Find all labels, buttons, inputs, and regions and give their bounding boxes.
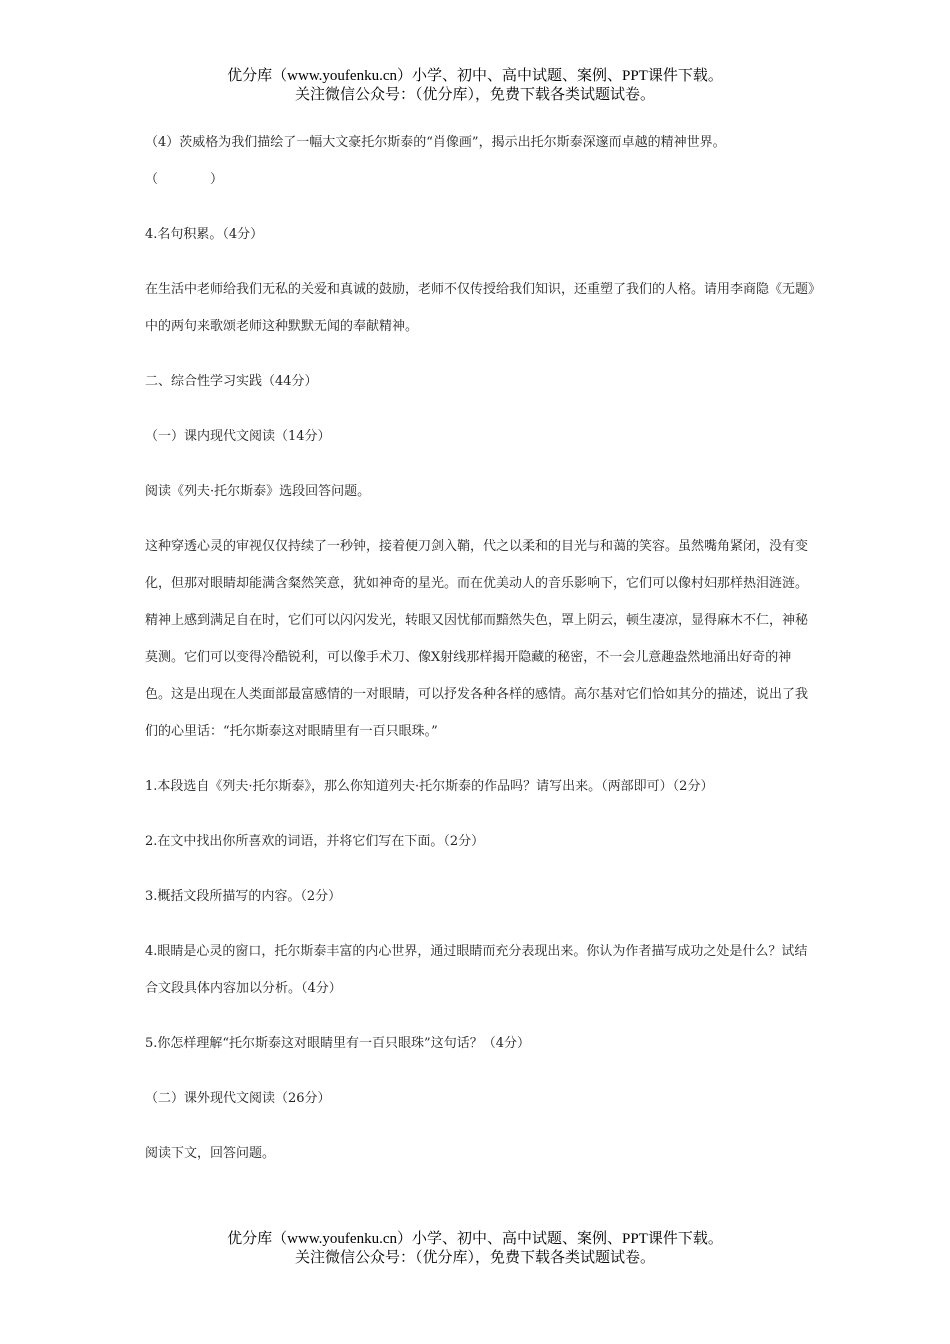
section-4-body: 在生活中老师给我们无私的关爱和真诚的鼓励，老师不仅传授给我们知识，还重塑了我们的人格。请用李商隐《无题》中的两句来歌颂老师这种默默无闻的奉献精神。	[145, 282, 815, 334]
subsection-1-title: （一）课内现代文阅读（14分）	[145, 429, 331, 444]
question-2: 2.在文中找出你所喜欢的词语，并将它们写在下面。（2分）	[145, 834, 485, 849]
q4-answer-blank: （ ）	[145, 172, 224, 187]
section-4-title: 4.名句积累。（4分）	[145, 227, 264, 242]
question-5: 5.你怎样理解“托尔斯泰这对眼睛里有一百只眼珠”这句话？（4分）	[145, 1036, 530, 1051]
subsection-2-title: （二）课外现代文阅读（26分）	[145, 1091, 331, 1106]
page-footer	[0, 1230, 950, 1268]
subsection-2-intro: 阅读下文，回答问题。	[145, 1146, 276, 1161]
header-line-1: 优分库（www.youfenku.cn）小学、初中、高中试题、案例、PPT课件下载。	[227, 68, 723, 84]
question-4: 4.眼睛是心灵的窗口，托尔斯泰丰富的内心世界，通过眼睛而充分表现出来。你认为作者描写成功之处是什么？试结合文段具体内容加以分析。（4分）	[145, 944, 808, 996]
page-header	[0, 67, 950, 105]
question-3: 3.概括文段所描写的内容。（2分）	[145, 889, 342, 904]
q4-item-text: （4）茨威格为我们描绘了一幅大文豪托尔斯泰的“肖像画”，揭示出托尔斯泰深邃而卓越的精神世界。	[145, 135, 726, 150]
part-2-title: 二、综合性学习实践（44分）	[145, 374, 318, 389]
question-1: 1.本段选自《列夫·托尔斯泰》，那么你知道列夫·托尔斯泰的作品吗？请写出来。（两部即可）（2分）	[145, 779, 714, 794]
reading-passage: 这种穿透心灵的审视仅仅持续了一秒钟，接着便刀剑入鞘，代之以柔和的目光与和蔼的笑容。虽然嘴角紧闭，没有变化，但那对眼睛却能满含粲然笑意，犹如神奇的星光。而在优美动人的音乐影响下，它们可以像村妇那样热泪涟涟。精神上感到满足自在时，它们可以闪闪发光，转眼又因忧郁而黯然失色，罩上阴云，顿生凄凉，显得麻木不仁，神秘莫测。它们可以变得冷酷锐利，可以像手术刀、像X射线那样揭开隐藏的秘密，不一会儿意趣盎然地涌出好奇的神色。这是出现在人类面部最富感情的一对眼睛，可以抒发各种各样的感情。高尔基对它们恰如其分的描述，说出了我们的心里话：“托尔斯泰这对眼睛里有一百只眼珠。”	[145, 539, 809, 739]
subsection-1-intro: 阅读《列夫·托尔斯泰》选段回答问题。	[145, 484, 371, 499]
document-body	[145, 124, 815, 1172]
footer-line-2: 关注微信公众号：（优分库），免费下载各类试题试卷。	[294, 1250, 655, 1266]
footer-line-1: 优分库（www.youfenku.cn）小学、初中、高中试题、案例、PPT课件下载。	[227, 1231, 723, 1247]
header-line-2: 关注微信公众号：（优分库），免费下载各类试题试卷。	[294, 87, 655, 103]
